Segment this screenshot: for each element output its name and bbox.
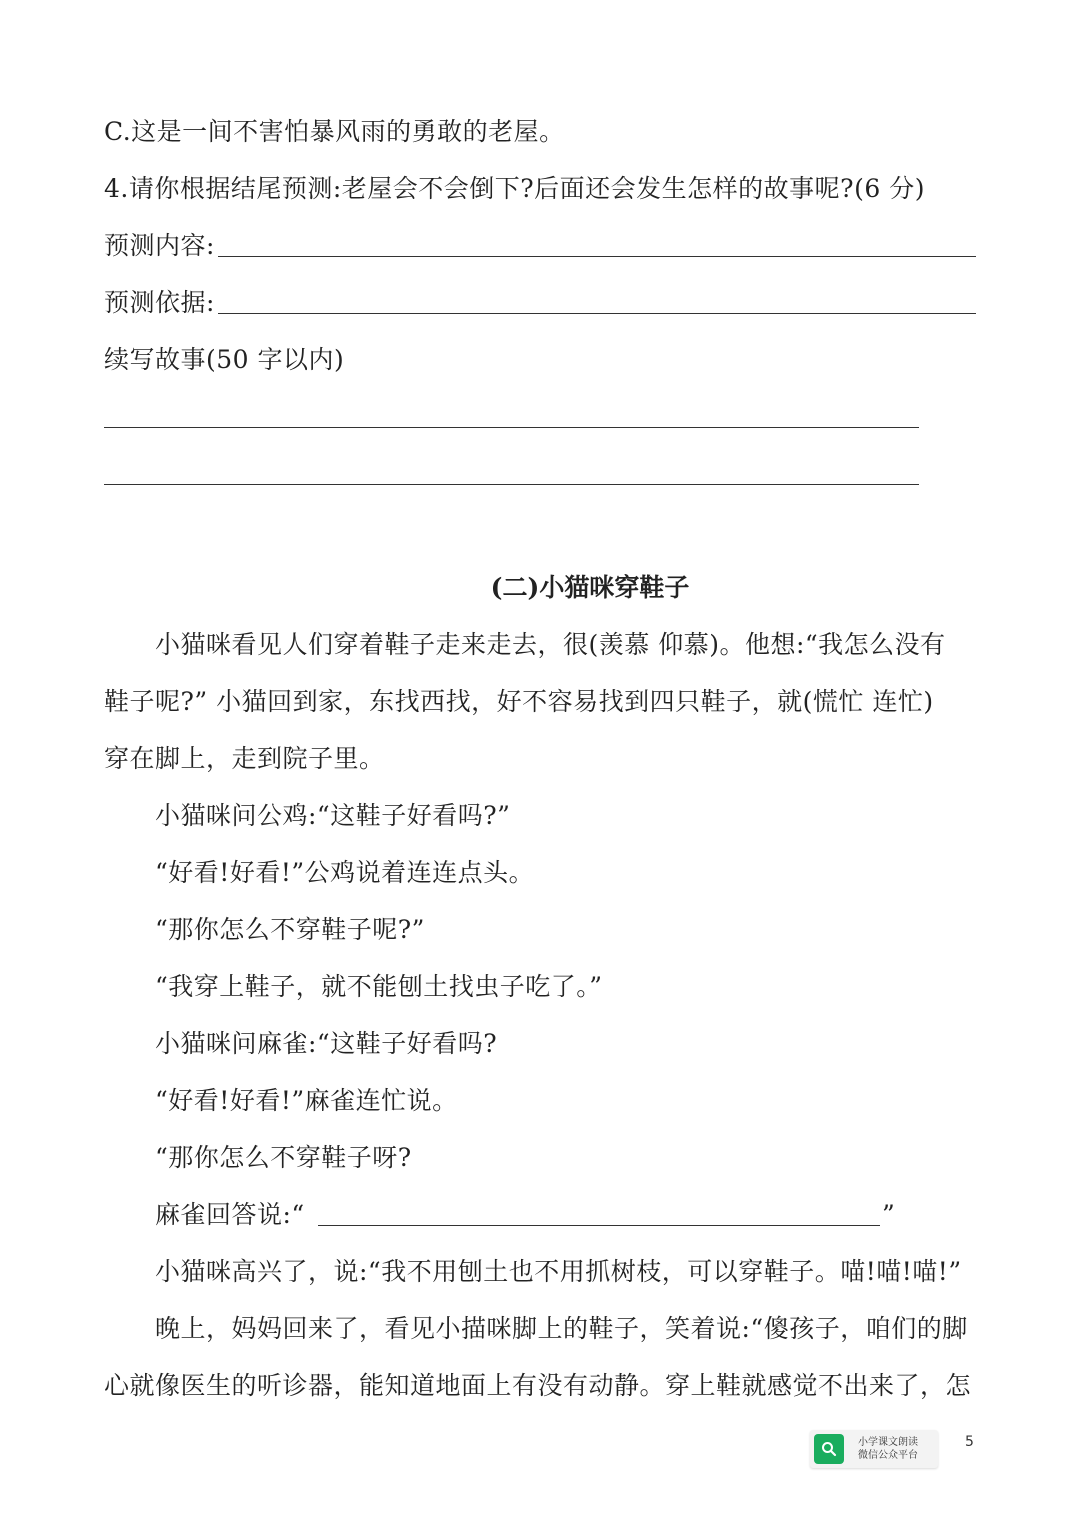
passage-line: 鞋子呢?” 小猫回到家，东找西找，好不容易找到四只鞋子，就(慌忙 连忙) (104, 687, 934, 716)
passage-line: 小猫咪高兴了，说:“我不用刨土也不用抓树枝，可以穿鞋子。喵!喵!喵!” (155, 1257, 962, 1286)
question-4: 4.请你根据结尾预测:老屋会不会倒下?后面还会发生怎样的故事呢?(6 分) (104, 174, 925, 203)
sparrow-answer-suffix: ” (882, 1200, 896, 1229)
passage-line: 小猫咪看见人们穿着鞋子走来走去，很(羡慕 仰慕)。他想:“我怎么没有 (155, 630, 946, 659)
story-blank-line-1[interactable] (104, 427, 919, 428)
passage-line: 晚上，妈妈回来了，看见小描咪脚上的鞋子，笑着说:“傻孩子，咱们的脚 (155, 1314, 968, 1343)
sparrow-answer-blank[interactable] (318, 1225, 880, 1226)
passage-line: “那你怎么不穿鞋子呀? (155, 1143, 412, 1172)
passage-line: 心就像医生的听诊器，能知道地面上有没有动静。穿上鞋就感觉不出来了，怎 (104, 1371, 972, 1400)
wechat-badge[interactable] (810, 1430, 938, 1468)
continue-story-label: 续写故事(50 字以内) (104, 345, 345, 374)
passage-line: 穿在脚上，走到院子里。 (104, 744, 385, 773)
passage-title: (二)小猫咪穿鞋子 (490, 573, 690, 602)
page-number: 5 (965, 1434, 974, 1450)
passage-line: “那你怎么不穿鞋子呢?” (155, 915, 425, 944)
question-option-c: C.这是一间不害怕暴风雨的勇敢的老屋。 (104, 117, 565, 146)
story-blank-line-2[interactable] (104, 484, 919, 485)
passage-line: 小猫咪问公鸡:“这鞋子好看吗?” (155, 801, 511, 830)
predict-content-blank[interactable] (218, 256, 976, 257)
predict-content-label: 预测内容: (104, 231, 215, 260)
badge-line-1: 小学课文朗读 (858, 1437, 918, 1448)
predict-basis-label: 预测依据: (104, 288, 215, 317)
passage-line: “我穿上鞋子，就不能刨土找虫子吃了。” (155, 972, 603, 1001)
passage-line: 小猫咪问麻雀:“这鞋子好看吗? (155, 1029, 498, 1058)
predict-basis-blank[interactable] (218, 313, 976, 314)
passage-line: “好看!好看!”麻雀连忙说。 (155, 1086, 458, 1115)
search-icon (814, 1434, 844, 1464)
badge-line-2: 微信公众平台 (858, 1450, 918, 1461)
sparrow-answer-prefix: 麻雀回答说:“ (155, 1200, 305, 1229)
passage-line: “好看!好看!”公鸡说着连连点头。 (155, 858, 535, 887)
